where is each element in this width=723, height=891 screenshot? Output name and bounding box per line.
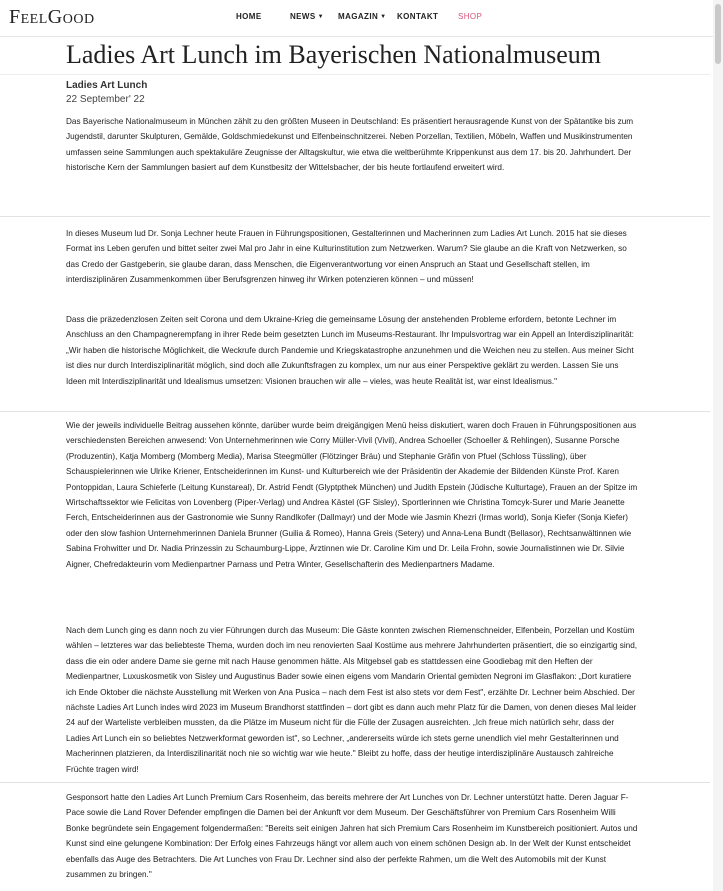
chevron-down-icon: ▼ [317, 14, 324, 20]
nav-shop-label: SHOP [458, 12, 483, 21]
article-paragraph: Gesponsort hatte den Ladies Art Lunch Premium Cars Rosenheim, das bereits mehrere der Art Lunches von Dr. Lechner unterstützt hatte. Deren Jaguar F-Pace sowie die Land Rover Defender empfingen die Damen bei der Ankunft vor dem Museum. Der Geschäftsführer von Premium Cars Rosenheim Willi Bonke begründete sein Engagement folgendermaßen: "Bereits seit einigen Jahren hat sich Premium Cars Rosenheim im Kunstbereich positioniert. Autos und Kunst sind eine gelungene Kombination: Der Erfolg eines Fahrzeugs hängt vor allem auch von einem schönen Design ab. In der Welt der Kunst entscheidet ebenfalls das Auge des Betrachters. Die Art Lunches von Frau Dr. Lechner sind also der perfekte Rahmen, um die Welt des Automobils mit der Kunst zusammen zu bringen." [66, 793, 638, 880]
title-divider [0, 74, 710, 75]
nav-news-label: NEWS [290, 12, 316, 21]
chevron-down-icon: ▼ [380, 14, 387, 20]
article-paragraph: Nach dem Lunch ging es dann noch zu vier Führungen durch das Museum: Die Gäste konnten zwischen Riemenschneider, Elfenbein, Porzellan und Kostüm wählen – letzteres war das beliebteste Thema, wurden doch im neu renovierten Saal Kostüme aus mehrere Jahrhunderten präsentiert, die so einzigartig sind, dass die ein oder andere Dame sie gerne mit nach Hause genommen hätte. Als Mitgebsel gab es stattdessen eine Goodiebag mit den Heften der Medienpartner, Luxuskosmetik von Sisley und Augustinus Bader sowie einen eigens vom Mandarin Oriental gemixten Negroni im Glasflakon: „Dort kuratiere ich Ende Oktober die nächste Ausstellung mit Werken von Ana Pusica – nach dem Fest ist also stets vor dem Fest", erzählte Dr. Lechner beim Abschied. Der nächste Ladies Art Lunch indes wird 2023 im Museum Brandhorst stattfinden – dort gibt es dann auch mehr Platz für die Damen, von denen dieses Mal leider 24 auf der Warteliste verbleiben mussten, da die Plätze im Museum nicht für die Fülle der Zusagen ausreichten. „Ich freue mich natürlich sehr, dass der Ladies Art Lunch ein so beliebtes Netzwerkformat geworden ist", so Lechner, „andererseits würde ich stets gerne unendlich viel mehr Gestalterinnen und Macherinnen platzieren, da Interdiszilinarität noch nie so wichtig war wie heute." Bleibt zu hoffe, dass der heutige interdisziplinäre Austausch zahlreiche Früchte tragen wird! [66, 626, 638, 774]
article-paragraph: Das Bayerische Nationalmuseum in München zählt zu den größten Museen in Deutschland: Es präsentiert herausragende Kunst von der Spätantike bis zum Jugendstil, darunter Skulpturen, Gemälde, Goldschmiedekunst und Elfenbeinschnitzerei. Neben Porzellan, Textilien, Möbeln, Waffen und Musikinstrumenten umfassen seine Sammlungen auch spektakuläre Zeugnisse der Alltagskultur, wie etwa die weltberühmte Krippenkunst aus dem 17. bis 20. Jahrhundert. Der historische Kern der Sammlungen basiert auf dem Kunstbesitz der Wittelsbacher, der bis heute fortlaufend erweitert wird. [66, 117, 634, 173]
section-divider [0, 411, 710, 412]
article-paragraph: Wie der jeweils individuelle Beitrag aussehen könnte, darüber wurde beim dreigängigen Menü heiss diskutiert, waren doch Frauen in Führungspositionen aus verschiedensten Bereichen anwesend: Von Unternehmerinnen wie Corry Müller-Vivil (Vivil), Andrea Schoeller (Schoeller & Rehlingen), Susanne Porsche (Produzentin), Katja Momberg (Momberg Media), Marisa Steegmüller (Flötzinger Bräu) und Stephanie Gräfin von Pfuel (Schloss Tüssling), über Schauspielerinnen wie Ulrike Kriener, Entscheiderinnen im Kunst- und Kulturbereich wie der Präsidentin der Akademie der Bildenden Künste Prof. Karen Pontoppidan, Laura Schieferle (Leitung Kunstareal), Dr. Astrid Fendt (Glyptpthek München) und Judith Epstein (Jüdische Kulturtage), Frauen an der Spitze im Wirtschaftssektor wie Felicitas von Lovenberg (Piper-Verlag) und Andrea Kästel (GF Sisley), Sportlerinnen wie Christina Tomcyk-Surer und Marie Jeanette Ferch, Entscheiderinnen aus der Gastronomie wie Sunny Randlkofer (Dallmayr) und der Mode wie Jasmin Khezri (Irmas world), Sonja Kiefer (Sonja Kiefer) oder den slow fashion Unternehmerinnen Daniela Brunner (Guilia & Romeo), Hanna Greis (Setery) und Anna-Lena Bundt (Bellasor), Rechtsanwältinnen wie Sabina Frohwitter und Dr. Nadia Prinzessin zu Schaumburg-Lippe, Ärztinnen wie Dr. Caroline Kim und Dr. Leila Frohn, sowie Journalistinnen wie Dr. Silvie Aigner, Chefredakteurin vom Medienpartner Parnass und Petra Winter, Gesellschafterin des Medienpartners Madame. [66, 421, 638, 569]
article-author[interactable]: Ladies Art Lunch [66, 80, 148, 91]
nav-home-label: HOME [236, 12, 262, 21]
article-paragraph: Dass die präzedenzlosen Zeiten seit Corona und dem Ukraine-Krieg die gemeinsame Lösung der anstehenden Probleme erfordern, betonte Lechner im Anschluss an den Champagnerempfang in ihrer Rede beim gesetzten Lunch im Museums-Restaurant. Ihr Impulsvortrag war ein Appell an Interdisziplinarität: „Wir haben die historische Möglichkeit, die Weckrufe durch Pandemie und Kriegskatastrophe anzunehmen und die Weichen neu zu stellen. Aus meiner Sicht ist dies nur durch Interdisziplinarität möglich, sind doch alle Zukunftsfragen zu komplex, um nur aus einer Perspektive geklärt zu werden. Lassen Sie uns Ideen mit Interdisziplinarität und Idealismus umsetzen: Visionen brauchen wir alle – vieles, was heute Realität ist, war einst Idealismus." [66, 315, 634, 386]
site-logo[interactable]: FeelGood [9, 6, 95, 28]
section-divider [0, 782, 710, 783]
article-title: Ladies Art Lunch im Bayerischen Nationalmuseum [66, 40, 602, 69]
article-paragraph: In dieses Museum lud Dr. Sonja Lechner heute Frauen in Führungspositionen, Gestalterinnen und Macherinnen zum Ladies Art Lunch. 2015 hat sie dieses Format ins Leben gerufen und bittet seiter zwei Mal pro Jahr in eine Kulturinstitution zum Netzwerken. Warum? Sie glaube an die Kraft von Netzwerken, so das Credo der Gastgeberin, sie glaube daran, dass Menschen, die Eigenverantwortung vor einen Anspruch an Staat und Gesellschaft stellen, im interdisziplinären Zusammenkommen über Berufsgrenzen hinweg ihr Wirken potenzieren können – und müssen! [66, 229, 627, 285]
nav-kontakt[interactable] [397, 12, 438, 21]
nav-home[interactable] [236, 12, 262, 21]
article-date: 22 September' 22 [66, 94, 145, 105]
section-divider [0, 216, 710, 217]
nav-magazin[interactable] [338, 12, 386, 21]
nav-kontakt-label: KONTAKT [397, 12, 439, 21]
site-header [0, 0, 723, 37]
nav-news[interactable] [290, 12, 324, 21]
nav-magazin-label: MAGAZIN [338, 12, 379, 21]
scrollbar-thumb[interactable] [715, 4, 721, 64]
nav-shop[interactable] [458, 12, 482, 21]
page-scrollbar[interactable] [713, 0, 723, 891]
